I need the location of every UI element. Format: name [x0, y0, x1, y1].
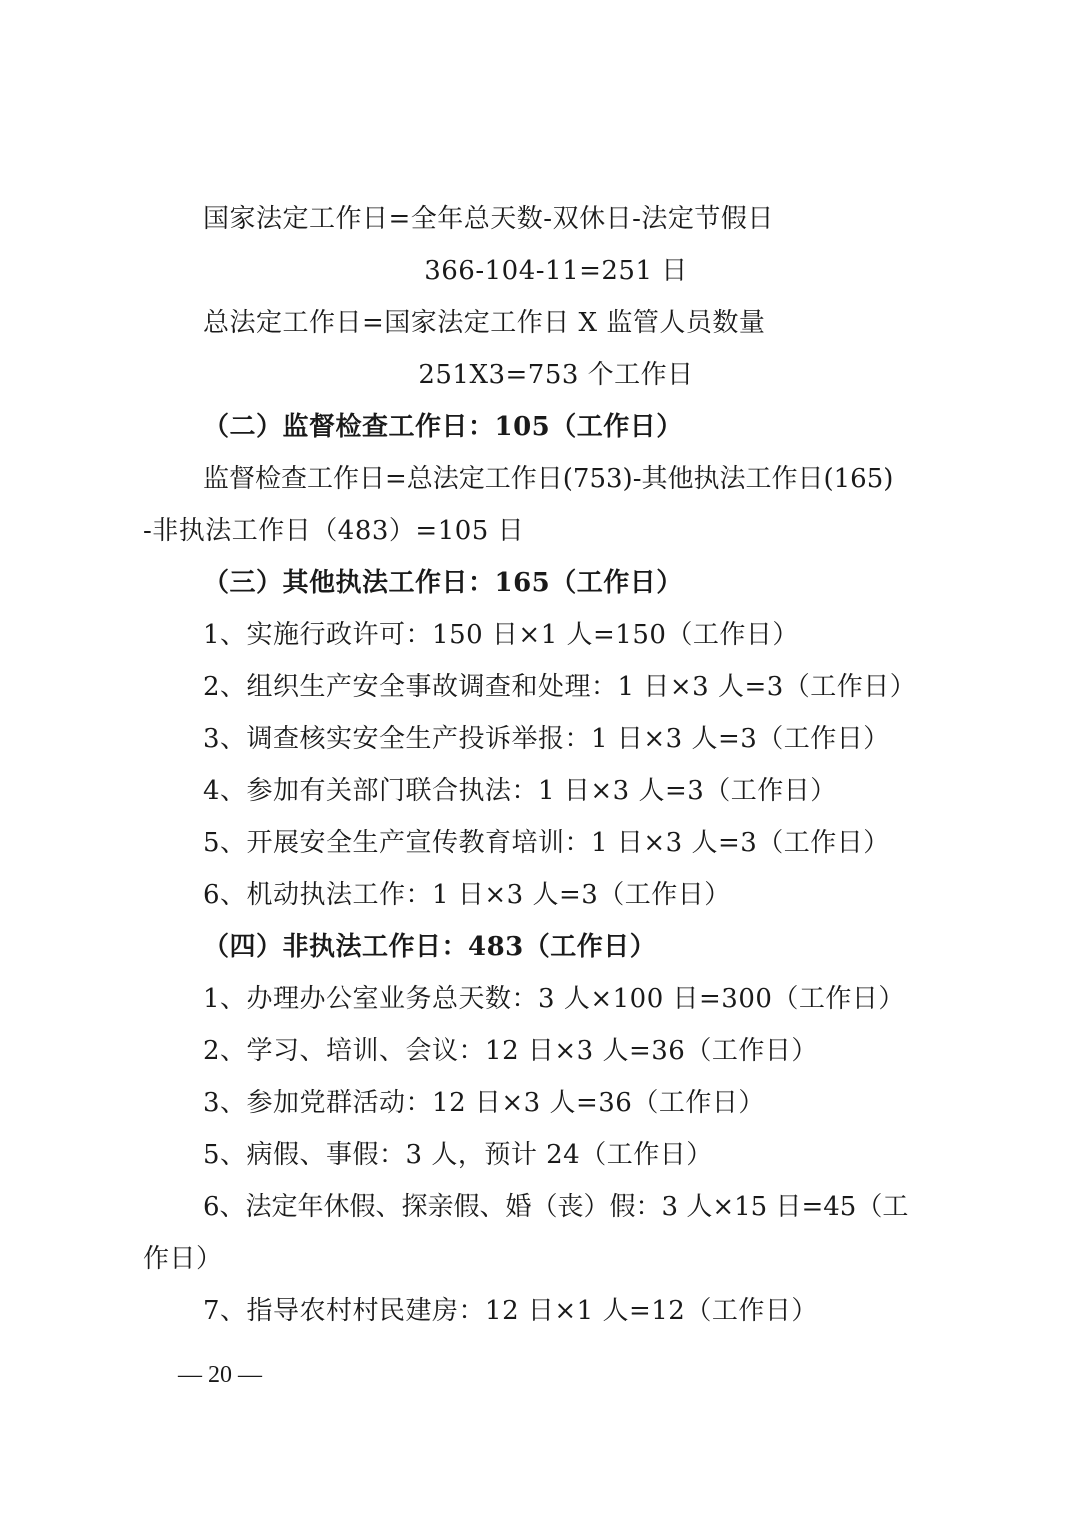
section-2-heading: （二）监督检查工作日：105（工作日） — [203, 412, 683, 442]
list-item: 6、机动执法工作：1 日×3 人=3（工作日） — [203, 880, 731, 910]
page-body — [143, 193, 949, 1337]
list-item-7: 7、指导农村村民建房：12 日×1 人=12（工作日） — [203, 1296, 818, 1326]
list-item-6-line-2: 作日） — [143, 1244, 223, 1274]
section-2-definition-line-1: 监督检查工作日=总法定工作日(753)-其他执法工作日(165) — [203, 464, 894, 494]
total-workday-calculation: 251X3=753 个工作日 — [418, 360, 694, 390]
page-number: — 20 — — [178, 1362, 262, 1388]
list-item: 4、参加有关部门联合执法：1 日×3 人=3（工作日） — [203, 776, 837, 806]
list-item: 2、学习、培训、会议：12 日×3 人=36（工作日） — [203, 1036, 818, 1066]
list-item: 3、调查核实安全生产投诉举报：1 日×3 人=3（工作日） — [203, 724, 890, 754]
list-item: 2、组织生产安全事故调查和处理：1 日×3 人=3（工作日） — [203, 672, 917, 702]
list-item-6-line-1: 6、法定年休假、探亲假、婚（丧）假：3 人×15 日=45（工 — [203, 1192, 909, 1222]
list-item: 1、办理办公室业务总天数：3 人×100 日=300（工作日） — [203, 984, 905, 1014]
section-4-heading: （四）非执法工作日：483（工作日） — [203, 932, 657, 962]
section-3-heading: （三）其他执法工作日：165（工作日） — [203, 568, 683, 598]
national-workday-calculation: 366-104-11=251 日 — [424, 256, 688, 286]
section-2-definition-line-2: -非执法工作日（483）=105 日 — [143, 516, 525, 546]
total-workday-definition: 总法定工作日=国家法定工作日 X 监管人员数量 — [203, 308, 766, 338]
national-workday-definition: 国家法定工作日=全年总天数-双休日-法定节假日 — [203, 204, 774, 234]
list-item: 1、实施行政许可：150 日×1 人=150（工作日） — [203, 620, 799, 650]
list-item: 3、参加党群活动：12 日×3 人=36（工作日） — [203, 1088, 765, 1118]
list-item: 5、开展安全生产宣传教育培训：1 日×3 人=3（工作日） — [203, 828, 890, 858]
list-item: 5、病假、事假：3 人，预计 24（工作日） — [203, 1140, 713, 1170]
